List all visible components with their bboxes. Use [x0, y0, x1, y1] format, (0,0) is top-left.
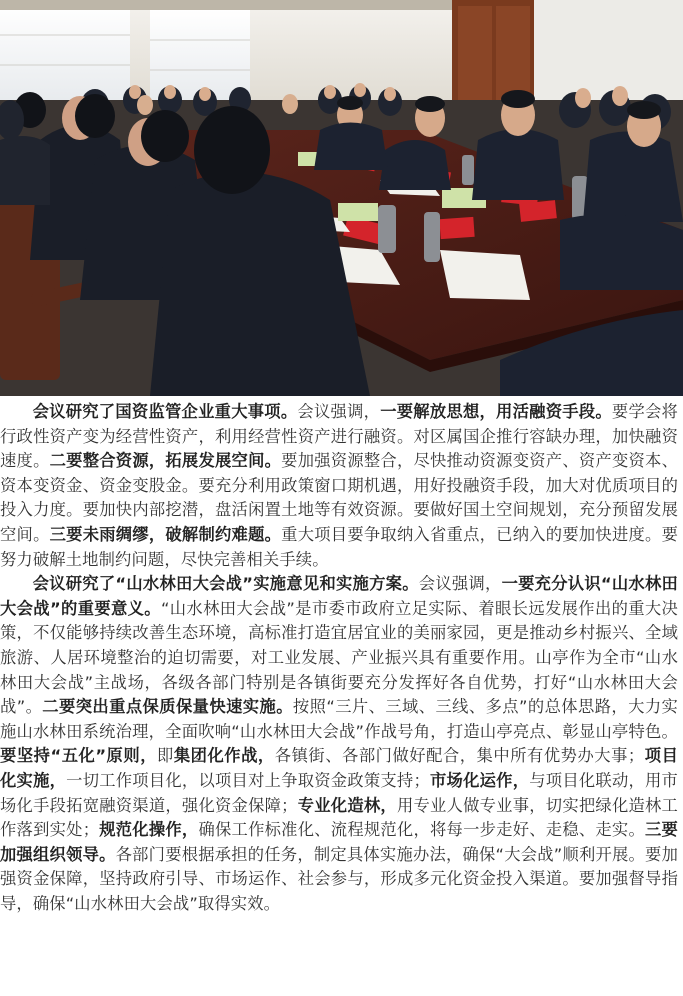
bold-phrase: 二要整合资源，拓展发展空间。	[49, 451, 282, 471]
paragraph-state-assets	[0, 400, 678, 572]
text-run: 各部门要根据承担的任务，制定具体实施办法，确保“大会战”顺利开展。要加强资金保障，坚持政府引导、市场运作、社会参与，形成多元化资金投入渠道。要加强督导指导，确保“山水林田大会战”取得实效。	[0, 844, 678, 913]
bold-phrase: 三要加强组织领导。	[0, 820, 678, 864]
bold-phrase: 一要解放思想，用活融资手段。	[380, 402, 612, 421]
text-run: 即	[157, 746, 174, 766]
text-run: 要加强资源整合，尽快推动资源变资产、资产变资本、资本变资金、资金变股金。要充分利用政策窗口期机遇，用好投融资手段，加大对优质项目的投入力度。要加快内部挖潜，盘活闲置土地等有效资源。要做好国土空间规划，充分预留发展空间。	[0, 451, 678, 544]
bold-phrase: 专业化造林，	[297, 795, 397, 815]
paragraph-mountain-water-campaign	[0, 572, 678, 916]
seated-person-center-back	[314, 123, 388, 171]
text-run: 重大项目要争取纳入省重点，已纳入的要加快进度。要努力破解土地制约问题，尽快完善相关手续。	[0, 524, 678, 569]
text-run: 会议强调，	[297, 402, 381, 421]
bold-phrase: 规范化操作，	[99, 820, 199, 840]
text-run: 按照“三片、三域、三线、多点”的总体思路，大力实施山水林田系统治理，全面吹响“山水林田大会战”作战号角，打造山亭亮点、彰显山亭特色。	[0, 697, 678, 741]
bold-phrase: 会议研究了国资监管企业重大事项。	[32, 402, 298, 421]
bold-phrase: 市场化运作，	[429, 770, 530, 790]
article-body	[0, 400, 678, 916]
bold-phrase: 会议研究了“山水林田大会战”实施意见和实施方案。	[32, 574, 419, 594]
text-run: 要学会将行政性资产变为经营性资产，利用经营性资产进行融资。对区属国企推行容缺办理，加快融资速度。	[0, 402, 678, 471]
text-run: 会议强调，	[418, 574, 502, 594]
meeting-photo-illustration	[0, 0, 683, 396]
window-center	[150, 10, 250, 100]
bold-phrase: 项目化实施，	[0, 746, 678, 790]
bold-phrase: 一要充分认识“山水林田大会战”的重要意义。	[0, 574, 678, 618]
meeting-photo	[0, 0, 683, 396]
text-run: 各镇街、各部门做好配合，集中所有优势办大事；	[274, 746, 645, 766]
text-run: 一切工作项目化，以项目对上争取资金政策支持；	[66, 770, 430, 790]
text-run: “山水林田大会战”是市委市政府立足实际、着眼长远发展作出的重大决策，不仅能够持续改善生态环境，高标准打造宜居宜业的美丽家园，更是推动乡村振兴、全域旅游、人居环境整治的迫切需要，对工业发展、产业振兴具有重要作用。山亭作为全市“山水林田大会战”主战场，各级各部门特别是各镇街要充分发挥好各自优势，打好“山水林田大会战”。	[0, 598, 678, 717]
bold-phrase: 二要突出重点保质保量快速实施。	[42, 697, 293, 717]
text-run: 与项目化联动，用市场化手段拓宽融资渠道，强化资金保障；	[0, 770, 678, 815]
text-run: 用专业人做专业事，切实把绿化造林工作落到实处；	[0, 795, 678, 840]
window-left	[0, 5, 130, 100]
bold-phrase: 三要未雨绸缪，破解制约难题。	[49, 524, 282, 544]
bold-phrase: 集团化作战，	[173, 746, 275, 766]
text-run: 确保工作标准化、流程规范化，将每一步走好、走稳、走实。	[198, 820, 646, 840]
bold-phrase: 要坚持“五化”原则，	[0, 746, 158, 766]
